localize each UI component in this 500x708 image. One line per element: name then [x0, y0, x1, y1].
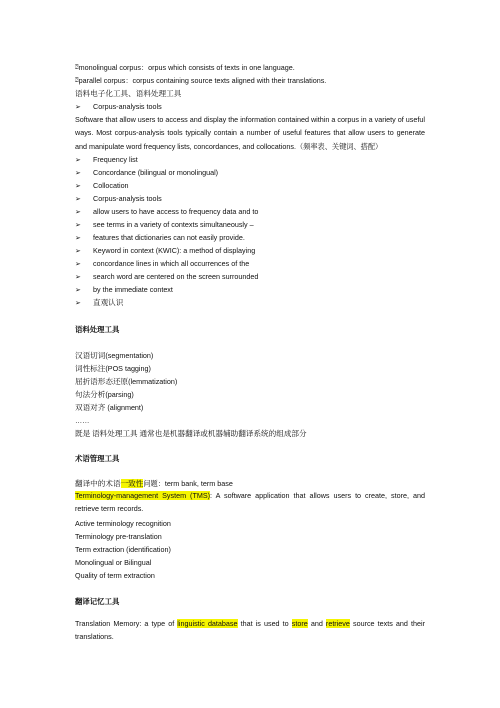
- missing-glyph-icon: ⍰: [75, 64, 79, 71]
- highlighted-text: store: [291, 619, 308, 628]
- bullet-item: ➢ search word are centered on the screen surrounded: [75, 272, 259, 281]
- bullet-item: ➢ 直观认识: [75, 298, 124, 307]
- processing-item: 屈折语形态还原(lemmatization): [75, 377, 178, 386]
- highlighted-text: retrieve: [325, 619, 350, 628]
- arrow-bullet-icon: ➢: [75, 209, 81, 216]
- terminology-item: Term extraction (identification): [75, 545, 171, 554]
- processing-item: 双语对齐 (alignment): [75, 403, 144, 412]
- arrow-bullet-icon: ➢: [75, 248, 81, 255]
- highlighted-text: Terminology-management System (TMS): [75, 491, 211, 500]
- arrow-bullet-icon: ➢: [75, 196, 81, 203]
- corpus-analysis-bullet: ➢ Corpus-analysis tools: [75, 102, 162, 111]
- arrow-bullet-icon: ➢: [75, 261, 81, 268]
- terminology-item: Quality of term extraction: [75, 571, 155, 580]
- arrow-bullet-icon: ➢: [75, 300, 81, 307]
- terminology-item: Active terminology recognition: [75, 519, 171, 528]
- section-heading-terminology: 术语管理工具: [75, 454, 120, 463]
- arrow-bullet-icon: ➢: [75, 104, 81, 111]
- tms-definition: Terminology-management System (TMS): A software application that allows users to create, store, and retrieve term records.: [75, 491, 425, 514]
- bullet-item: ➢ Collocation: [75, 181, 129, 190]
- arrow-bullet-icon: ➢: [75, 235, 81, 242]
- arrow-bullet-icon: ➢: [75, 183, 81, 190]
- bullet-item: ➢ Corpus-analysis tools: [75, 194, 162, 203]
- arrow-bullet-icon: ➢: [75, 170, 81, 177]
- bullet-item: ➢ Frequency list: [75, 155, 138, 164]
- bullet-item: ➢ features that dictionaries can not easily provide.: [75, 233, 245, 242]
- arrow-bullet-icon: ➢: [75, 222, 81, 229]
- ellipsis: ……: [75, 416, 90, 425]
- corpus-analysis-paragraph: Software that allow users to access and display the information contained within a corpus in a variety of useful ways. Most corpus-analysis tools typically contain a number of useful features that allow users to generate and manipulate word frequency lists, concordances, and collocations.（频率表、关键词、搭配）: [75, 115, 425, 151]
- bullet-item: ➢ allow users to have access to frequency data and to: [75, 207, 259, 216]
- processing-item: 词性标注(POS tagging): [75, 364, 151, 373]
- highlighted-text: 一致性: [120, 479, 144, 488]
- bullet-item: ➢ see terms in a variety of contexts simultaneously –: [75, 220, 254, 229]
- highlighted-text: linguistic database: [177, 619, 238, 628]
- section-heading-corpus-processing: 语料处理工具: [75, 325, 120, 334]
- bullet-item: ➢ by the immediate context: [75, 285, 173, 294]
- corpus-type-parallel: ⍰parallel corpus：corpus containing source texts aligned with their translations.: [75, 76, 327, 85]
- processing-note: 既是 语料处理工具 通常也是机器翻译或机器辅助翻译系统的组成部分: [75, 429, 307, 438]
- terminology-item: Monolingual or Bilingual: [75, 558, 152, 567]
- arrow-bullet-icon: ➢: [75, 157, 81, 164]
- section-heading-translation-memory: 翻译记忆工具: [75, 597, 120, 606]
- processing-item: 汉语切词(segmentation): [75, 351, 154, 360]
- translation-memory-definition: Translation Memory: a type of linguistic database that is used to store and retrieve source texts and their translations.: [75, 619, 425, 642]
- terminology-item: Terminology pre-translation: [75, 532, 162, 541]
- terminology-issue-line: 翻译中的术语一致性问题：term bank, term base: [75, 479, 233, 488]
- bullet-item: ➢ concordance lines in which all occurrences of the: [75, 259, 250, 268]
- bullet-item: ➢ Keyword in context (KWIC): a method of displaying: [75, 246, 256, 255]
- bullet-item: ➢ Concordance (bilingual or monolingual): [75, 168, 219, 177]
- corpus-type-monolingual: ⍰monolingual corpus：orpus which consists of texts in one language.: [75, 63, 295, 72]
- missing-glyph-icon: ⍰: [75, 77, 79, 84]
- corpus-tools-title: 语料电子化工具、语料处理工具: [75, 89, 182, 98]
- arrow-bullet-icon: ➢: [75, 274, 81, 281]
- processing-item: 句法分析(parsing): [75, 390, 134, 399]
- arrow-bullet-icon: ➢: [75, 287, 81, 294]
